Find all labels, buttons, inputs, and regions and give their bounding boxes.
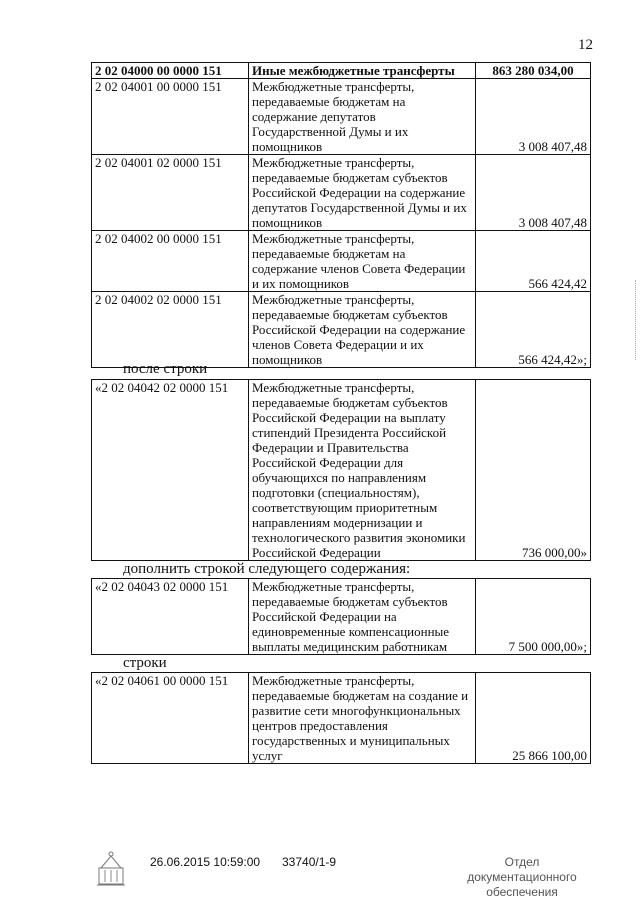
row-code: 2 02 04001 02 0000 151: [92, 155, 249, 231]
desc-line: содержание депутатов: [252, 109, 376, 124]
row-description: Иные межбюджетные трансферты: [249, 63, 476, 79]
emblem-seal-icon: [95, 850, 127, 888]
desc-line: передаваемые бюджетам на: [252, 246, 406, 261]
desc-line: соответствующим приоритетным: [252, 500, 438, 515]
desc-line: Российской Федерации на содержание: [252, 322, 466, 337]
desc-line: Российской Федерации для: [252, 455, 404, 470]
desc-line: Государственной Думы и их: [252, 124, 409, 139]
desc-line: передаваемые бюджетам субъектов: [252, 307, 448, 322]
desc-line: передаваемые бюджетам на: [252, 94, 406, 109]
connector-rows: строки: [123, 655, 167, 671]
desc-line: содержание членов Совета Федерации: [252, 261, 466, 276]
stamp-line: обеспечения: [486, 885, 558, 899]
row-description: [249, 231, 476, 292]
row-code: 2 02 04001 00 0000 151: [92, 79, 249, 155]
desc-line: единовременные компенсационные: [252, 624, 450, 639]
desc-line: передаваемые бюджетам субъектов: [252, 395, 448, 410]
row-amount: 566 424,42»;: [476, 292, 591, 368]
row-amount: 863 280 034,00: [476, 63, 591, 79]
row-description: [249, 155, 476, 231]
desc-line: центров предоставления: [252, 718, 388, 733]
table-row: [92, 380, 591, 561]
desc-line: передаваемые бюджетам субъектов: [252, 594, 448, 609]
table-row: [92, 79, 591, 155]
row-amount: 7 500 000,00»;: [476, 579, 591, 655]
desc-line: Федерации и Правительства: [252, 440, 409, 455]
desc-line: Межбюджетные трансферты,: [252, 579, 415, 594]
desc-line: депутатов Государственной Думы и их: [252, 200, 467, 215]
footer-datetime: 26.06.2015 10:59:00: [150, 855, 261, 869]
desc-line: Межбюджетные трансферты,: [252, 155, 415, 170]
budget-table-main: [91, 62, 591, 368]
table-row: [92, 673, 591, 764]
desc-line: стипендий Президента Российской: [252, 425, 447, 440]
table-row: [92, 579, 591, 655]
scan-margin-marks: [635, 280, 640, 360]
row-amount: 566 424,42: [476, 231, 591, 292]
budget-table-added: [91, 578, 591, 655]
table-row: [92, 155, 591, 231]
desc-line: Российской Федерации на содержание: [252, 185, 466, 200]
row-code: 2 02 04002 00 0000 151: [92, 231, 249, 292]
row-amount: 25 866 100,00: [476, 673, 591, 764]
connector-after-row: после строки: [123, 361, 208, 377]
desc-line: Межбюджетные трансферты,: [252, 380, 415, 395]
desc-line: Межбюджетные трансферты,: [252, 79, 415, 94]
budget-table-after: [91, 379, 591, 561]
desc-line: обучающихся по направлениям: [252, 470, 427, 485]
desc-line: помощников: [252, 352, 323, 367]
row-code: «2 02 04042 02 0000 151: [92, 380, 249, 561]
desc-line: Российской Федерации: [252, 545, 381, 560]
desc-line: передаваемые бюджетам на создание и: [252, 688, 469, 703]
desc-line: Российской Федерации на выплату: [252, 410, 446, 425]
desc-line: членов Совета Федерации и их: [252, 337, 424, 352]
table-header-row: [92, 63, 591, 79]
desc-line: подготовки (специальностям),: [252, 485, 420, 500]
stamp-line: Отдел документационного: [467, 855, 577, 884]
row-amount: 3 008 407,48: [476, 155, 591, 231]
desc-line: Межбюджетные трансферты,: [252, 292, 415, 307]
desc-line: передаваемые бюджетам субъектов: [252, 170, 448, 185]
desc-line: помощников: [252, 215, 323, 230]
row-code: «2 02 04061 00 0000 151: [92, 673, 249, 764]
row-code: 2 02 04000 00 0000 151: [92, 63, 249, 79]
desc-line: Межбюджетные трансферты,: [252, 673, 415, 688]
row-amount: 3 008 407,48: [476, 79, 591, 155]
table-row: [92, 292, 591, 368]
desc-line: Российской Федерации на: [252, 609, 397, 624]
footer-doc-number: 33740/1-9: [282, 855, 337, 869]
page-number: 12: [578, 37, 593, 53]
row-amount: 736 000,00»: [476, 380, 591, 561]
desc-line: Межбюджетные трансферты,: [252, 231, 415, 246]
row-code: «2 02 04043 02 0000 151: [92, 579, 249, 655]
budget-table-rows: [91, 672, 591, 764]
connector-add-row: дополнить строкой следующего содержания:: [123, 561, 411, 577]
desc-line: государственных и муниципальных: [252, 733, 450, 748]
footer-stamp: [452, 855, 592, 900]
desc-line: технологического развития экономики: [252, 530, 466, 545]
desc-line: выплаты медицинским работникам: [252, 639, 448, 654]
row-description: [249, 579, 476, 655]
desc-line: развитие сети многофункциональных: [252, 703, 461, 718]
row-description: [249, 380, 476, 561]
row-description: [249, 292, 476, 368]
table-row: [92, 231, 591, 292]
desc-line: услуг: [252, 748, 283, 763]
row-description: [249, 673, 476, 764]
desc-line: направлениям модернизации и: [252, 515, 423, 530]
row-description: [249, 79, 476, 155]
row-code: 2 02 04002 02 0000 151: [92, 292, 249, 368]
desc-line: помощников: [252, 139, 323, 154]
desc-line: и их помощников: [252, 276, 350, 291]
